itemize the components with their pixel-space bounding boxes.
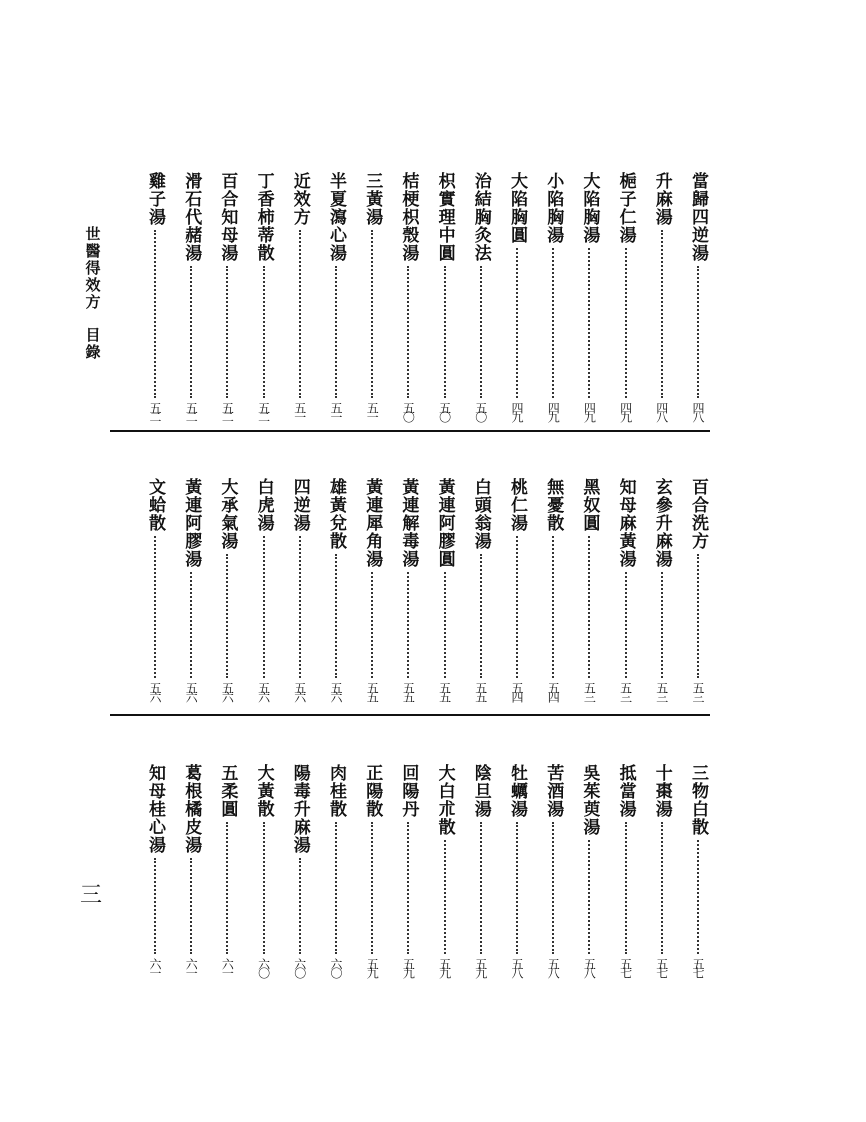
toc-entry xyxy=(501,764,533,982)
toc-entry xyxy=(139,478,171,706)
dot-leader xyxy=(588,840,590,954)
toc-entry xyxy=(646,764,678,982)
toc-entry xyxy=(537,172,569,426)
toc-entry-page: 五六 xyxy=(256,682,271,700)
toc-entry-page: 五三 xyxy=(691,682,705,700)
dot-leader xyxy=(407,266,409,398)
toc-entry-title: 無憂散 xyxy=(543,478,564,532)
toc-entry-page: 四九 xyxy=(546,402,561,420)
dot-leader xyxy=(226,822,228,954)
dot-leader xyxy=(335,822,337,954)
dot-leader xyxy=(552,822,554,954)
dot-leader xyxy=(407,572,409,678)
toc-entry-title: 近效方 xyxy=(289,172,310,226)
toc-entry-page: 五七 xyxy=(654,958,669,976)
toc-entry-page: 五六 xyxy=(292,682,307,700)
toc-entry-title: 肉桂散 xyxy=(326,764,346,818)
toc-entry-page: 五六 xyxy=(329,682,343,700)
toc-entry xyxy=(537,478,569,706)
toc-entry-title: 黑奴圓 xyxy=(579,478,600,532)
toc-entry-page: 五四 xyxy=(546,682,561,700)
toc-entry xyxy=(610,172,642,426)
dot-leader xyxy=(226,266,228,398)
toc-entry-title: 大黃散 xyxy=(253,764,274,818)
toc-entry xyxy=(211,172,243,426)
toc-entry xyxy=(610,764,642,982)
toc-entry-page: 五七 xyxy=(618,958,633,976)
toc-entry xyxy=(429,172,461,426)
toc-entry xyxy=(465,478,497,706)
toc-entry-title: 升麻湯 xyxy=(651,172,672,226)
toc-entry-title: 正陽散 xyxy=(362,764,383,818)
toc-entry-title: 梔子仁湯 xyxy=(615,172,636,244)
toc-entry-page: 五一 xyxy=(329,402,343,420)
toc-entry xyxy=(610,478,642,706)
toc-entry-title: 百合洗方 xyxy=(688,478,708,550)
toc-entry-title: 苦酒湯 xyxy=(543,764,564,818)
toc-entry-page: 五二 xyxy=(256,402,271,420)
toc-entry-page: 五〇 xyxy=(437,402,452,420)
dot-leader xyxy=(588,248,590,398)
toc-entry-page: 五八 xyxy=(510,958,524,976)
toc-entry-title: 治結胸灸法 xyxy=(470,172,491,262)
toc-entry-page: 四八 xyxy=(691,402,705,420)
dot-leader xyxy=(480,554,482,678)
toc-entry xyxy=(248,764,280,982)
dot-leader xyxy=(661,572,663,678)
toc-entry xyxy=(682,478,714,706)
toc-entry-page: 五一 xyxy=(292,402,307,420)
toc-entry xyxy=(139,172,171,426)
toc-entry-title: 葛根橘皮湯 xyxy=(181,764,202,854)
toc-entry-page: 四八 xyxy=(654,402,669,420)
dot-leader xyxy=(371,230,373,398)
toc-entry xyxy=(211,764,243,982)
toc-entry-page: 五九 xyxy=(473,958,488,976)
dot-leader xyxy=(661,822,663,954)
section-title: 目錄 xyxy=(83,327,102,361)
dot-leader xyxy=(516,248,518,398)
dot-leader xyxy=(444,572,446,678)
dot-leader xyxy=(263,822,265,954)
dot-leader xyxy=(552,536,554,678)
toc-entry xyxy=(573,478,605,706)
dot-leader xyxy=(480,822,482,954)
toc-entry-page: 六〇 xyxy=(292,958,307,976)
toc-entry xyxy=(248,478,280,706)
dot-leader xyxy=(299,230,301,398)
toc-entry-page: 六一 xyxy=(184,958,199,976)
dot-leader xyxy=(697,840,699,954)
dot-leader xyxy=(661,230,663,398)
toc-block-1 xyxy=(110,172,710,440)
toc-entry-title: 白頭翁湯 xyxy=(470,478,491,550)
toc-entry-page: 五〇 xyxy=(401,402,416,420)
toc-entry-title: 黃連阿膠圓 xyxy=(434,478,455,568)
toc-entry xyxy=(248,172,280,426)
dot-leader xyxy=(697,266,699,398)
toc-entry xyxy=(284,172,316,426)
toc-entry-page: 五五 xyxy=(437,682,452,700)
toc-entry-page: 五二 xyxy=(220,402,235,420)
toc-entry-title: 丁香柿蒂散 xyxy=(253,172,274,262)
toc-entry-title: 四逆湯 xyxy=(289,478,310,532)
block-rule xyxy=(110,430,710,432)
toc-entry xyxy=(646,478,678,706)
toc-entry xyxy=(211,478,243,706)
toc-entry-page: 六〇 xyxy=(329,958,343,976)
dot-leader xyxy=(444,840,446,954)
dot-leader xyxy=(625,248,627,398)
dot-leader xyxy=(552,248,554,398)
toc-entry-title: 雞子湯 xyxy=(145,172,165,226)
toc-entry xyxy=(682,764,714,982)
toc-entry-page: 五四 xyxy=(510,682,524,700)
toc-entry-title: 十棗湯 xyxy=(651,764,672,818)
dot-leader xyxy=(625,572,627,678)
toc-entry-page: 五八 xyxy=(546,958,561,976)
toc-entry-title: 滑石代赭湯 xyxy=(181,172,202,262)
toc-entry-title: 白虎湯 xyxy=(253,478,274,532)
toc-entry xyxy=(392,172,424,426)
toc-entry xyxy=(429,764,461,982)
toc-entry xyxy=(429,478,461,706)
dot-leader xyxy=(263,536,265,678)
toc-entry xyxy=(284,478,316,706)
toc-entry xyxy=(320,764,352,982)
toc-entry xyxy=(646,172,678,426)
toc-entry-title: 大陷胸湯 xyxy=(579,172,600,244)
dot-leader xyxy=(407,822,409,954)
toc-entry-title: 百合知母湯 xyxy=(217,172,238,262)
toc-entry xyxy=(284,764,316,982)
toc-entry-title: 黃連犀角湯 xyxy=(362,478,383,568)
toc-entry-title: 回陽丹 xyxy=(398,764,419,818)
toc-entry xyxy=(320,478,352,706)
toc-entry xyxy=(139,764,171,982)
toc-entry xyxy=(320,172,352,426)
toc-entry-page: 四九 xyxy=(618,402,633,420)
dot-leader xyxy=(190,858,192,954)
dot-leader xyxy=(190,266,192,398)
toc-entry-page: 五六 xyxy=(148,682,162,700)
toc-entry xyxy=(465,172,497,426)
toc-entry-page: 五五 xyxy=(365,682,380,700)
toc-entry-page: 五六 xyxy=(220,682,235,700)
toc-entry-title: 玄參升麻湯 xyxy=(651,478,672,568)
toc-entry-page: 五五 xyxy=(473,682,488,700)
toc-entry-title: 大承氣湯 xyxy=(217,478,238,550)
dot-leader xyxy=(263,266,265,398)
dot-leader xyxy=(625,822,627,954)
dot-leader xyxy=(588,536,590,678)
dot-leader xyxy=(154,858,156,954)
toc-entry xyxy=(356,172,388,426)
toc-entry-page: 五三 xyxy=(618,682,633,700)
toc-entry-title: 陰旦湯 xyxy=(470,764,491,818)
toc-entry-page: 五三 xyxy=(582,682,597,700)
toc-entry-title: 大白朮散 xyxy=(434,764,455,836)
book-title: 世醫得效方 xyxy=(83,226,102,311)
toc-entry xyxy=(573,764,605,982)
toc-entry-page: 五八 xyxy=(582,958,597,976)
dot-leader xyxy=(516,822,518,954)
toc-entry-page: 五二 xyxy=(148,402,162,420)
toc-entry-page: 五三 xyxy=(654,682,669,700)
dot-leader xyxy=(299,536,301,678)
toc-entry-title: 陽毒升麻湯 xyxy=(289,764,310,854)
toc-entry-page: 五一 xyxy=(365,402,380,420)
toc-entry-title: 黃連阿膠湯 xyxy=(181,478,202,568)
dot-leader xyxy=(697,554,699,678)
toc-entry-title: 桃仁湯 xyxy=(507,478,527,532)
dot-leader xyxy=(516,536,518,678)
dot-leader xyxy=(480,266,482,398)
toc-entry-title: 桔梗枳殼湯 xyxy=(398,172,419,262)
toc-entry-title: 半夏瀉心湯 xyxy=(326,172,346,262)
toc-block-2 xyxy=(110,478,710,720)
toc-entry-page: 五七 xyxy=(691,958,705,976)
toc-entry xyxy=(501,478,533,706)
toc-entry xyxy=(573,172,605,426)
dot-leader xyxy=(299,858,301,954)
toc-entry xyxy=(356,478,388,706)
dot-leader xyxy=(154,230,156,398)
toc-entry-title: 枳實理中圓 xyxy=(434,172,455,262)
toc-entry xyxy=(356,764,388,982)
toc-entry-title: 五柔圓 xyxy=(217,764,238,818)
dot-leader xyxy=(444,266,446,398)
toc-entry xyxy=(392,478,424,706)
toc-entry-title: 三物白散 xyxy=(688,764,708,836)
toc-entry-title: 小陷胸湯 xyxy=(543,172,564,244)
running-head xyxy=(84,226,102,361)
toc-entry-title: 三黃湯 xyxy=(362,172,383,226)
toc-entry-page: 四九 xyxy=(510,402,524,420)
toc-entry-title: 知母麻黃湯 xyxy=(615,478,636,568)
toc-entry-page: 五五 xyxy=(401,682,416,700)
toc-entry-page: 五九 xyxy=(365,958,380,976)
toc-entry xyxy=(682,172,714,426)
toc-entry-page: 四九 xyxy=(582,402,597,420)
toc-entry-title: 雄黃兌散 xyxy=(326,478,346,550)
toc-entry xyxy=(501,172,533,426)
toc-entry-page: 五〇 xyxy=(473,402,488,420)
toc-entry xyxy=(392,764,424,982)
toc-entry-page: 五二 xyxy=(184,402,199,420)
block-rule xyxy=(110,714,710,716)
dot-leader xyxy=(371,822,373,954)
dot-leader xyxy=(154,536,156,678)
toc-entry xyxy=(537,764,569,982)
toc-entry-page: 六一 xyxy=(148,958,162,976)
dot-leader xyxy=(190,572,192,678)
toc-entry-title: 黃連解毒湯 xyxy=(398,478,419,568)
toc-entry xyxy=(465,764,497,982)
toc-entry-page: 五九 xyxy=(401,958,416,976)
toc-entry-page: 六〇 xyxy=(256,958,271,976)
toc-entry xyxy=(175,172,207,426)
toc-entry-title: 當歸四逆湯 xyxy=(688,172,708,262)
toc-entry-title: 知母桂心湯 xyxy=(145,764,165,854)
dot-leader xyxy=(226,554,228,678)
toc-entry-title: 大陷胸圓 xyxy=(507,172,527,244)
toc-entry-page: 五六 xyxy=(184,682,199,700)
toc-block-3 xyxy=(110,764,710,996)
toc-entry-title: 吳茱萸湯 xyxy=(579,764,600,836)
toc-entry-page: 五九 xyxy=(437,958,452,976)
toc-entry-title: 抵當湯 xyxy=(615,764,636,818)
toc-entry-title: 牡蠣湯 xyxy=(507,764,527,818)
toc-entry xyxy=(175,478,207,706)
toc-entry xyxy=(175,764,207,982)
toc-entry-page: 六一 xyxy=(220,958,235,976)
dot-leader xyxy=(335,554,337,678)
dot-leader xyxy=(335,266,337,398)
toc-entry-title: 文蛤散 xyxy=(145,478,165,532)
dot-leader xyxy=(371,572,373,678)
page-number: 三 xyxy=(80,883,103,908)
